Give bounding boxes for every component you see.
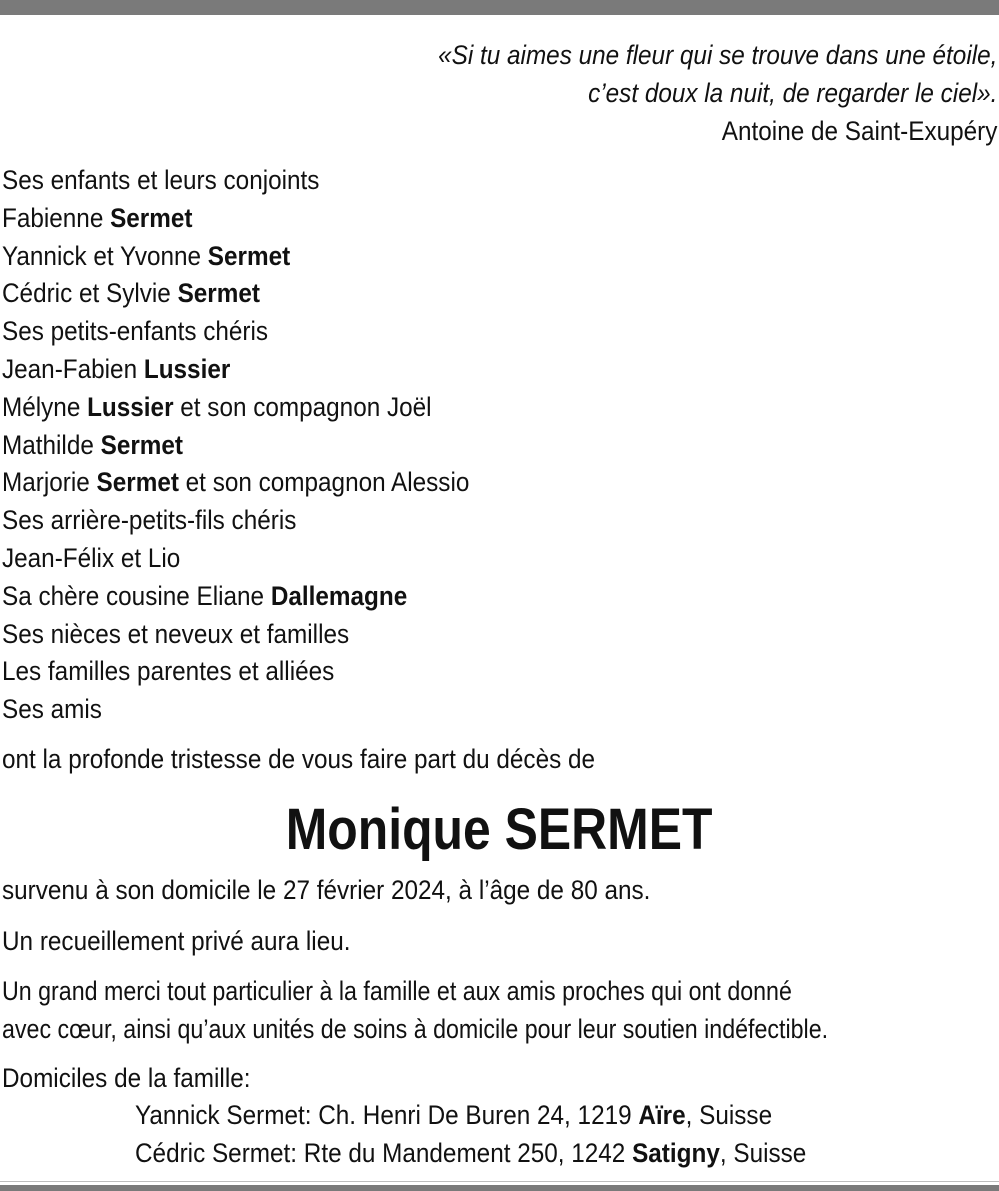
epigraph-quote xyxy=(438,36,997,150)
family-line: Fabienne Sermet xyxy=(2,202,193,233)
thanks-text xyxy=(2,972,828,1048)
family-line: Mathilde Sermet xyxy=(2,429,183,460)
family-line: Ses amis xyxy=(2,694,102,725)
quote-line-1: «Si tu aimes une fleur qui se trouve dans une étoile, xyxy=(437,40,997,70)
family-list xyxy=(2,162,469,729)
family-line: Ses arrière-petits-fils chéris xyxy=(2,505,297,536)
quote-author: Antoine de Saint-Exupéry xyxy=(721,116,997,146)
family-addresses xyxy=(135,1096,806,1172)
bottom-border-bar xyxy=(0,1185,999,1191)
death-info-text: survenu à son domicile le 27 février 2024, à l’âge de 80 ans. xyxy=(2,875,651,905)
ceremony-text: Un recueillement privé aura lieu. xyxy=(2,926,351,956)
address-line: Yannick Sermet: Ch. Henri De Buren 24, 1219 Aïre, Suisse xyxy=(135,1100,773,1130)
family-line: Ses enfants et leurs conjoints xyxy=(2,165,320,195)
family-line: Ses nièces et neveux et familles xyxy=(2,618,350,649)
family-line: Ses petits-enfants chéris xyxy=(2,316,269,347)
domiciles-label: Domiciles de la famille: xyxy=(2,1063,251,1093)
top-border-bar xyxy=(0,0,999,15)
family-line: Jean-Félix et Lio xyxy=(2,542,181,573)
thanks-line-1: Un grand merci tout particulier à la famille et aux amis proches qui ont donné xyxy=(2,976,792,1006)
family-line: Cédric et Sylvie Sermet xyxy=(2,278,260,309)
thanks-line-2: avec cœur, ainsi qu’aux unités de soins à domicile pour leur soutien indéfectible. xyxy=(2,1014,829,1044)
announcement-text: ont la profonde tristesse de vous faire part du décès de xyxy=(2,744,596,774)
family-line: Jean-Fabien Lussier xyxy=(2,353,231,384)
family-line: Mélyne Lussier et son compagnon Joël xyxy=(2,391,432,422)
family-line: Sa chère cousine Eliane Dallemagne xyxy=(2,580,408,611)
deceased-name: Monique SERMET xyxy=(286,797,713,862)
quote-line-2: c’est doux la nuit, de regarder le ciel». xyxy=(587,78,997,108)
family-line: Les familles parentes et alliées xyxy=(2,656,335,687)
bottom-rule xyxy=(0,1181,999,1182)
family-line: Yannick et Yvonne Sermet xyxy=(2,240,291,271)
address-line: Cédric Sermet: Rte du Mandement 250, 1242 Satigny, Suisse xyxy=(135,1138,807,1168)
family-line: Marjorie Sermet et son compagnon Alessio xyxy=(2,467,470,498)
